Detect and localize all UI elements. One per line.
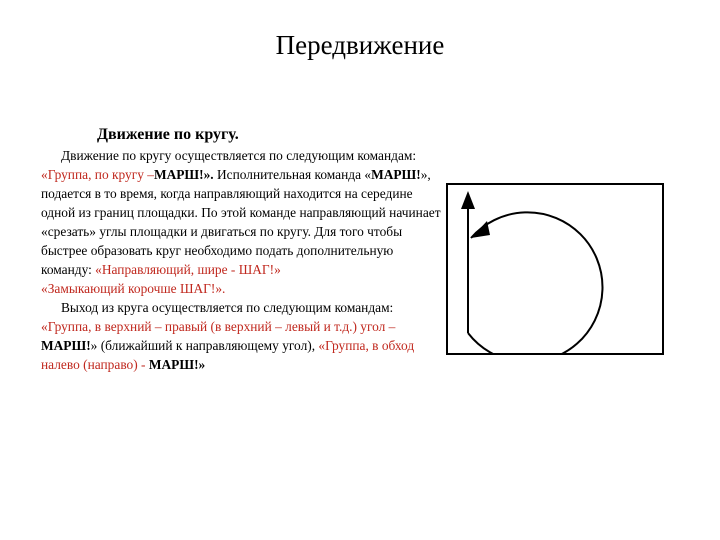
command-text: ШАГ!». — [179, 281, 226, 296]
text-run: ». — [203, 167, 214, 182]
command-text: «Замыкающий корочше — [41, 281, 180, 296]
command-bold: МАРШ! — [371, 167, 421, 182]
command-bold: МАРШ! — [153, 167, 204, 182]
paragraph-circle-exit — [41, 298, 441, 374]
text-run: Выход из круга осуществляется по следующим командам: — [61, 300, 394, 315]
command-text: «Группа, по кругу – — [41, 167, 154, 182]
page-title: Передвижение — [275, 30, 445, 60]
field-boundary — [447, 184, 663, 354]
text-run: » — [198, 357, 206, 372]
text-run: » (ближайший к направляющему угол), — [90, 338, 319, 353]
text-run: Исполнительная команда « — [213, 167, 372, 182]
paragraph-circle-movement — [41, 146, 441, 298]
text-run: Движение по кругу осуществляется по следующим командам: — [61, 148, 417, 163]
command-bold: МАРШ! — [41, 338, 91, 353]
command-text: ШАГ!» — [238, 262, 281, 277]
text-run: », подается в то время, когда направляющий находится на середине одной из границ площадки. По этой команде направляющий начинает «срезать» углы площадки и двигаться по кругу. Для того чтобы быстрее образовать круг необходимо подать дополнительную команду: — [41, 167, 441, 277]
body-text — [41, 146, 441, 374]
command-text: «Направляющий, шире - — [95, 262, 239, 277]
command-text: «Группа, в верхний – правый (в верхний – левый и т.д.) угол – — [41, 319, 396, 334]
command-bold: МАРШ! — [148, 357, 199, 372]
arrow-curve-icon — [471, 221, 490, 238]
circle-movement-diagram — [446, 183, 664, 355]
command-text: «Группа, в обход налево (направо) - — [41, 338, 415, 372]
arrow-up-icon — [461, 191, 475, 209]
section-subtitle: Движение по кругу. — [97, 126, 239, 143]
